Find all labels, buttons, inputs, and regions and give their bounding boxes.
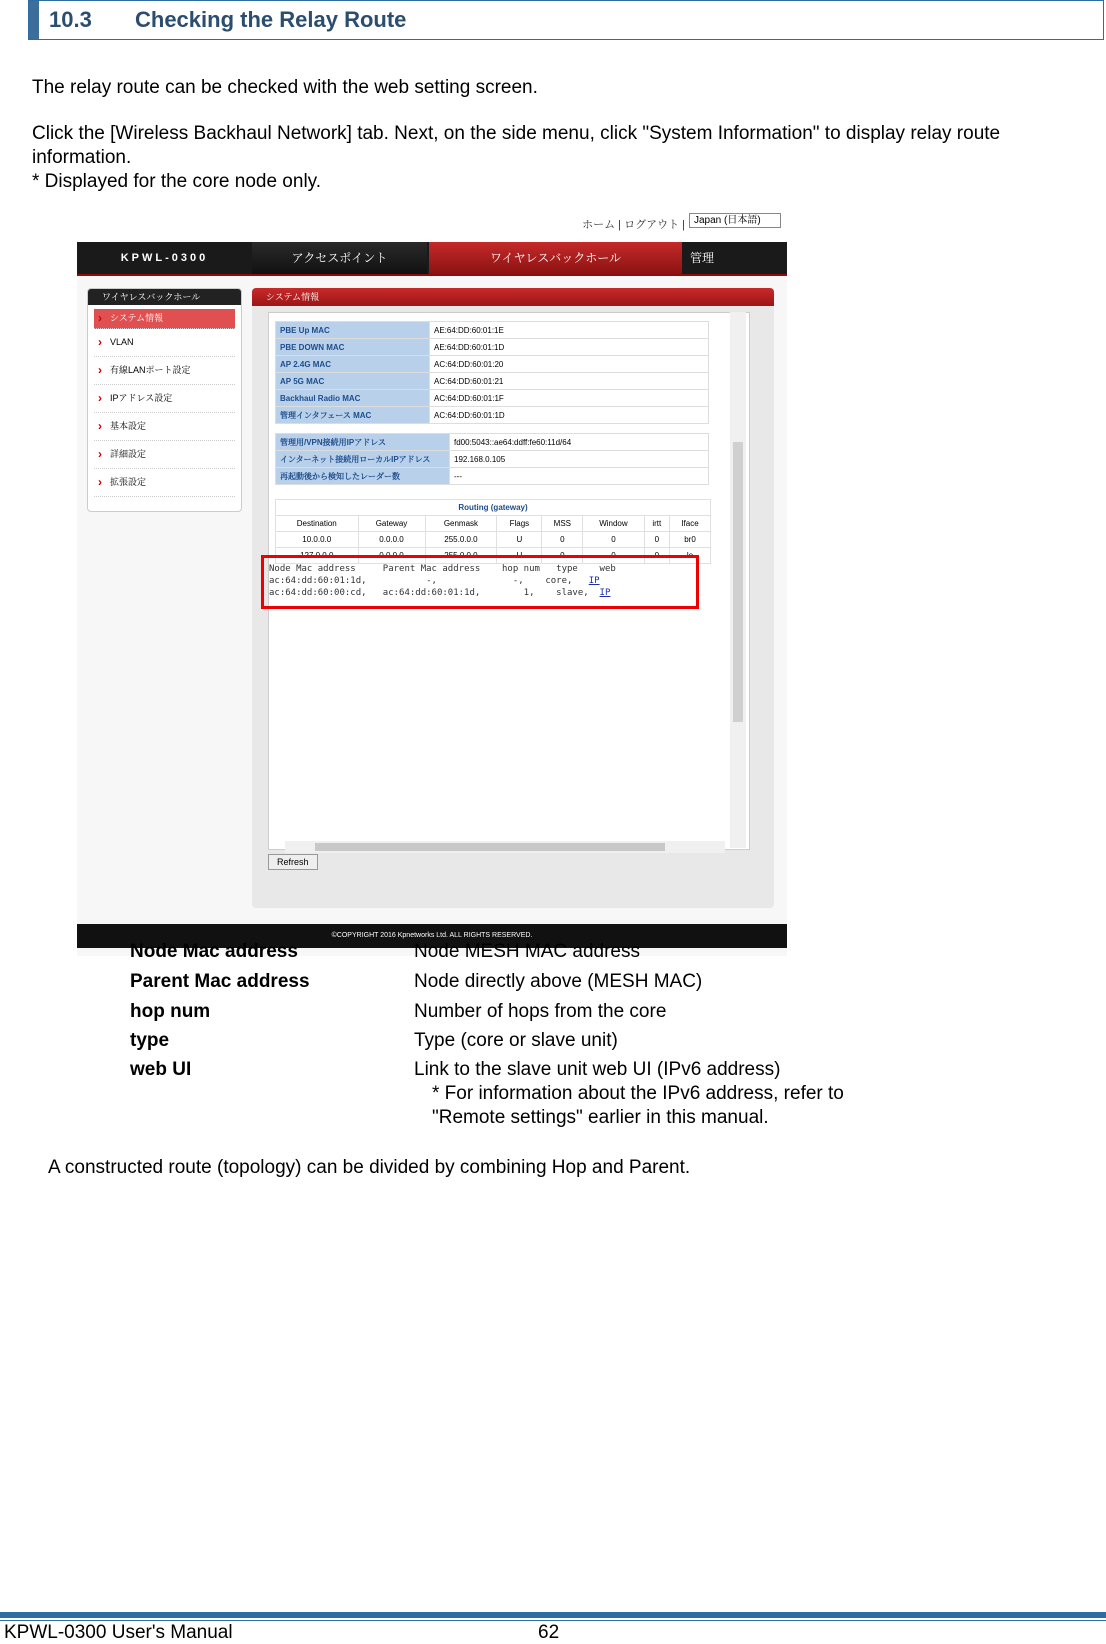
routing-header: Flags xyxy=(497,516,542,532)
side-item-ip-settings[interactable]: › IPアドレス設定 xyxy=(94,385,235,413)
footer-rule xyxy=(0,1612,1106,1618)
refresh-button[interactable]: Refresh xyxy=(268,854,318,870)
mac-table xyxy=(275,321,709,424)
desc-key: web UI xyxy=(130,1059,192,1080)
table-row xyxy=(276,373,709,390)
mac-value: AC:64:DD:60:01:20 xyxy=(430,356,709,373)
routing-cell: 255.0.0.0 xyxy=(425,548,497,564)
mesh-row-text: ac:64:dd:60:01:1d, -, -, core, xyxy=(269,576,589,586)
scroll-thumb[interactable] xyxy=(733,442,743,722)
routing-cell: 0 xyxy=(583,548,644,564)
manual-title: KPWL-0300 User's Manual xyxy=(4,1622,233,1643)
desc-key: Node Mac address xyxy=(130,941,298,962)
table-row xyxy=(276,339,709,356)
desc-value: Link to the slave unit web UI (IPv6 address) xyxy=(414,1059,781,1080)
desc-value: Node MESH MAC address xyxy=(414,941,640,962)
desc-value: Type (core or slave unit) xyxy=(414,1030,618,1051)
routing-cell: 0 xyxy=(583,532,644,548)
mac-value: AE:64:DD:60:01:1D xyxy=(430,339,709,356)
side-item-system-info[interactable]: › システム情報 xyxy=(94,309,235,329)
footer-rule-thin xyxy=(0,1620,1106,1621)
tab-access-point[interactable]: アクセスポイント xyxy=(252,242,427,274)
desc-key: hop num xyxy=(130,1001,211,1022)
ip-key: インターネット接続用ローカルIPアドレス xyxy=(276,451,450,468)
routing-cell: 127.0.0.0 xyxy=(276,548,359,564)
table-row xyxy=(276,500,711,516)
routing-cell: 0.0.0.0 xyxy=(358,532,425,548)
routing-header: Destination xyxy=(276,516,359,532)
tab-management[interactable]: 管理 xyxy=(689,251,714,265)
screenshot-top-bar xyxy=(77,202,787,242)
section-title: Checking the Relay Route xyxy=(135,7,407,32)
web-ui-link[interactable]: IP xyxy=(599,588,611,598)
ip-value: fd00:5043::ae64:ddff:fe60:11d/64 xyxy=(450,434,709,451)
routing-header: Genmask xyxy=(425,516,497,532)
routing-cell: 0 xyxy=(644,532,669,548)
copyright-bar: ©COPYRIGHT 2016 Kpnetworks Ltd. ALL RIGHTS RESERVED. xyxy=(77,924,787,948)
mac-key: PBE DOWN MAC xyxy=(276,339,430,356)
mac-value: AC:64:DD:60:01:21 xyxy=(430,373,709,390)
ip-value: 192.168.0.105 xyxy=(450,451,709,468)
mac-value: AC:64:DD:60:01:1D xyxy=(430,407,709,424)
mac-value: AC:64:DD:60:01:1F xyxy=(430,390,709,407)
horizontal-scrollbar[interactable] xyxy=(285,841,725,853)
language-select[interactable]: Japan (日本語) xyxy=(689,213,781,228)
panel-title: システム情報 xyxy=(252,288,774,306)
table-row xyxy=(276,451,709,468)
side-item-wired-lan[interactable]: › 有線LANポート設定 xyxy=(94,357,235,385)
scroll-thumb[interactable] xyxy=(315,843,665,851)
mesh-row-text: ac:64:dd:60:00:cd, ac:64:dd:60:01:1d, 1, slave, xyxy=(269,588,600,598)
routing-cell: lo xyxy=(670,548,711,564)
mesh-row-slave xyxy=(269,587,696,599)
mesh-row-core xyxy=(269,575,696,587)
desc-value: Node directly above (MESH MAC) xyxy=(414,971,703,992)
routing-cell: br0 xyxy=(670,532,711,548)
table-row xyxy=(276,407,709,424)
ip-key: 再起動後から検知したレーダー数 xyxy=(276,468,450,485)
ip-key: 管理用/VPN接続用IPアドレス xyxy=(276,434,450,451)
table-row xyxy=(276,532,711,548)
ip-value: --- xyxy=(450,468,709,485)
instructions-line-1: Click the [Wireless Backhaul Network] tab. Next, on the side menu, click "System Information" to display relay route xyxy=(32,123,1001,144)
routing-cell: 0 xyxy=(542,532,583,548)
desc-key: type xyxy=(130,1030,170,1051)
routing-header: Gateway xyxy=(358,516,425,532)
top-links[interactable]: ホーム | ログアウト | xyxy=(582,219,685,231)
routing-cell: U xyxy=(497,532,542,548)
mac-key: Backhaul Radio MAC xyxy=(276,390,430,407)
routing-header: irtt xyxy=(644,516,669,532)
routing-cell: 0.0.0.0 xyxy=(358,548,425,564)
section-number: 10.3 xyxy=(49,7,92,32)
routing-header: Iface xyxy=(670,516,711,532)
routing-title: Routing (gateway) xyxy=(276,500,711,516)
mac-key: AP 2.4G MAC xyxy=(276,356,430,373)
desc-value: Number of hops from the core xyxy=(414,1001,667,1022)
side-item-advanced[interactable]: › 詳細設定 xyxy=(94,441,235,469)
mesh-route-highlight xyxy=(261,555,699,609)
web-ui-note-1: * For information about the IPv6 address, refer to xyxy=(432,1083,844,1104)
table-row xyxy=(276,434,709,451)
instructions-line-2: information. xyxy=(32,147,132,168)
mac-value: AE:64:DD:60:01:1E xyxy=(430,322,709,339)
side-item-extended[interactable]: › 拡張設定 xyxy=(94,469,235,497)
table-row xyxy=(276,390,709,407)
desc-key: Parent Mac address xyxy=(130,971,310,992)
routing-header: MSS xyxy=(542,516,583,532)
routing-header: Window xyxy=(583,516,644,532)
side-menu xyxy=(87,288,242,512)
vertical-scrollbar[interactable] xyxy=(730,312,746,848)
web-ui-link[interactable]: IP xyxy=(588,576,600,586)
side-menu-header: ワイヤレスバックホール xyxy=(88,289,241,305)
table-row xyxy=(276,322,709,339)
main-nav xyxy=(77,242,787,276)
side-item-vlan[interactable]: › VLAN xyxy=(94,329,235,357)
table-row xyxy=(276,516,711,532)
mesh-header: Node Mac address Parent Mac address hop num type web xyxy=(269,564,616,574)
routing-cell: U xyxy=(497,548,542,564)
mac-key: PBE Up MAC xyxy=(276,322,430,339)
brand-logo: KPWL-0300 xyxy=(120,252,209,264)
routing-cell: 255.0.0.0 xyxy=(425,532,497,548)
ip-table xyxy=(275,433,709,485)
routing-cell: 10.0.0.0 xyxy=(276,532,359,548)
routing-cell: 0 xyxy=(644,548,669,564)
intro-text: The relay route can be checked with the web setting screen. xyxy=(32,77,538,98)
table-row xyxy=(276,468,709,485)
side-item-basic[interactable]: › 基本設定 xyxy=(94,413,235,441)
tab-wireless-backhaul[interactable]: ワイヤレスバックホール xyxy=(429,242,682,274)
routing-cell: 0 xyxy=(542,548,583,564)
mac-key: 管理インタフェース MAC xyxy=(276,407,430,424)
mac-key: AP 5G MAC xyxy=(276,373,430,390)
conclusion-text: A constructed route (topology) can be divided by combining Hop and Parent. xyxy=(48,1157,691,1178)
core-node-note: * Displayed for the core node only. xyxy=(32,171,322,192)
section-heading xyxy=(28,0,1104,40)
web-ui-screenshot xyxy=(77,202,787,956)
page-number: 62 xyxy=(538,1622,560,1643)
web-ui-note-2: "Remote settings" earlier in this manual. xyxy=(432,1107,769,1128)
table-row xyxy=(276,356,709,373)
heading-accent-bar xyxy=(29,1,39,39)
